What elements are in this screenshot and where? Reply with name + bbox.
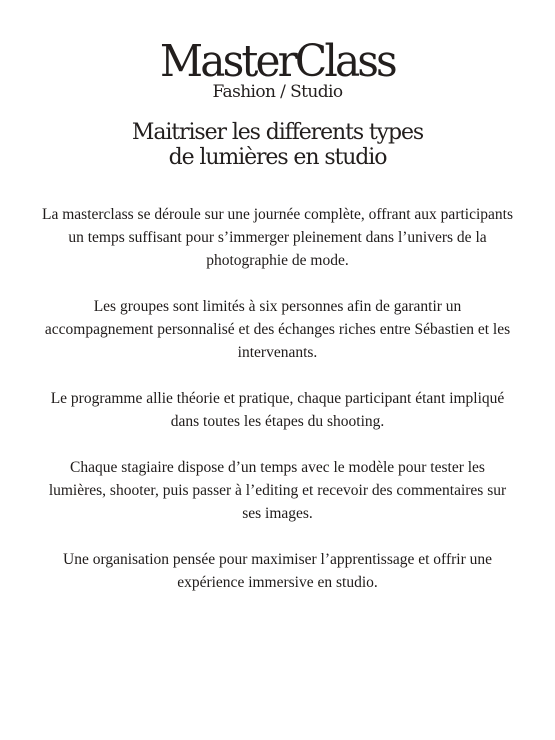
description-body	[40, 203, 515, 617]
brand-block	[0, 38, 555, 86]
brand-logo-text: MasterClass	[160, 36, 395, 87]
paragraph-program: Le programme allie théorie et pratique, chaque participant étant impliqué dans toutes les étapes du shooting.	[50, 390, 505, 430]
page-title-line-1: Maitriser les differents types	[131, 120, 424, 145]
brand-subtitle: Fashion / Studio	[212, 82, 343, 102]
paragraph-organisation: Une organisation pensée pour maximiser l’apprentissage et offrir une expérience immersive en studio.	[63, 551, 492, 591]
paragraph-group-size: Les groupes sont limités à six personnes afin de garantir un accompagnement personnalisé et des échanges riches entre Sébastien et les intervenants.	[44, 298, 511, 361]
page-title	[0, 120, 555, 170]
paragraph-model-time: Chaque stagiaire dispose d’un temps avec le modèle pour tester les lumières, shooter, puis passer à l’editing et recevoir des commentaires sur ses images.	[48, 459, 507, 522]
paragraph-duration: La masterclass se déroule sur une journée complète, offrant aux participants un temps suffisant pour s’immerger pleinement dans l’univers de la photographie de mode.	[42, 206, 513, 269]
page-title-line-2: de lumières en studio	[168, 145, 387, 170]
